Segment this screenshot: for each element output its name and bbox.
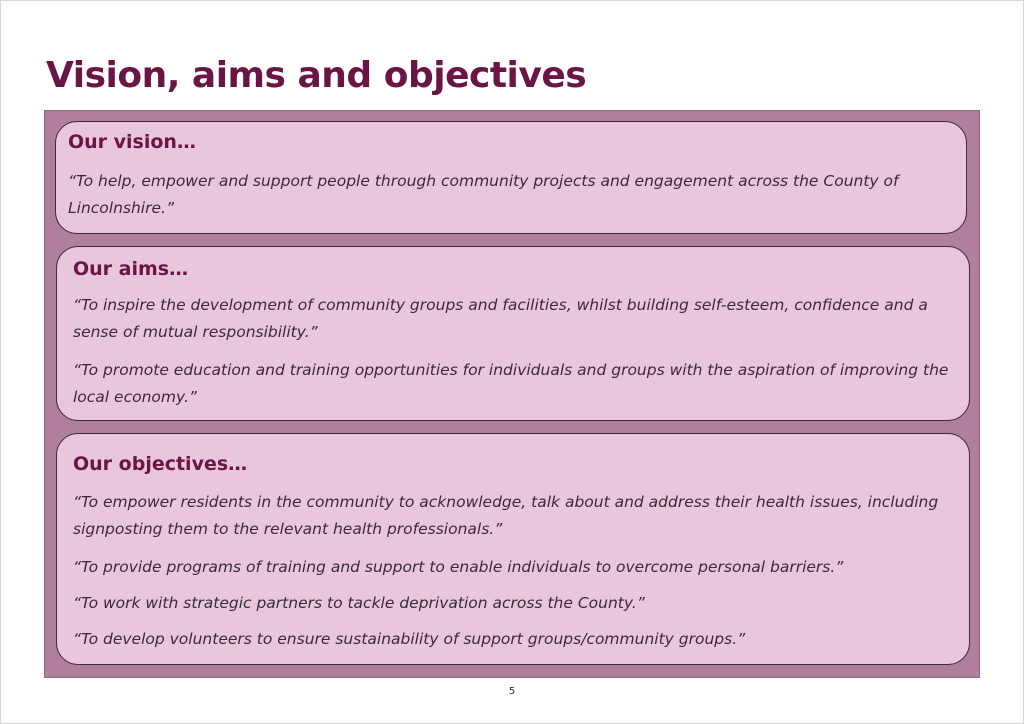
objective-statement: “To provide programs of training and support to enable individuals to overcome personal barriers.” [73, 558, 844, 576]
objective-statement: “To empower residents in the community to acknowledge, talk about and address their health issues, including signposting them to the relevant health professionals.” [73, 493, 939, 538]
aim-statement: “To promote education and training opportunities for individuals and groups with the aspiration of improving the local economy.” [73, 361, 949, 406]
aims-heading: Our aims… [73, 258, 189, 280]
vision-statement: “To help, empower and support people through community projects and engagement across the County of Lincolnshire.” [68, 172, 899, 217]
content-panel [44, 110, 980, 678]
objectives-heading: Our objectives… [73, 453, 248, 475]
vision-heading: Our vision… [68, 131, 196, 153]
aims-card [56, 246, 970, 421]
objective-statement: “To work with strategic partners to tackle deprivation across the County.” [73, 594, 645, 612]
objectives-card [56, 433, 970, 665]
page-title: Vision, aims and objectives [46, 55, 587, 96]
aim-statement: “To inspire the development of community groups and facilities, whilst building self-esteem, confidence and a sense of mutual responsibility.” [73, 296, 928, 341]
page-number: 5 [508, 686, 516, 697]
objective-statement: “To develop volunteers to ensure sustainability of support groups/community groups.” [73, 630, 746, 648]
vision-card [55, 121, 967, 234]
